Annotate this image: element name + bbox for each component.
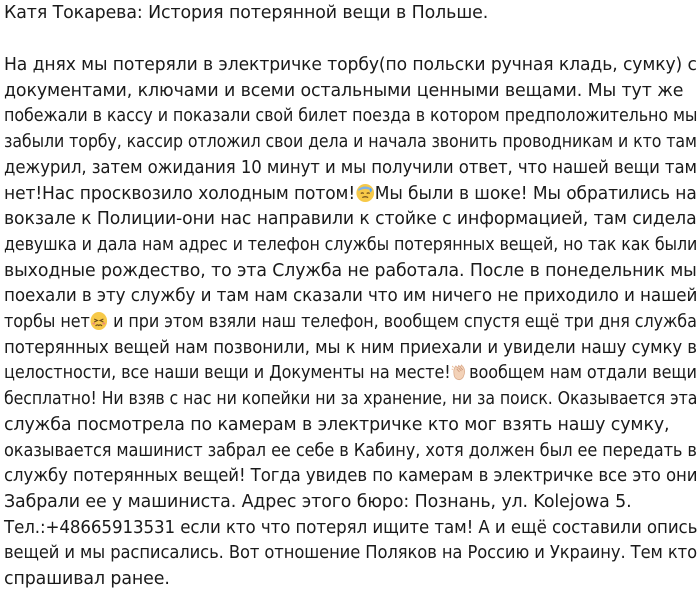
post-text-segment: и при этом взяли наш телефон, вообщем спустя ещё три дня служба — [108, 312, 697, 332]
post-text-line: спрашивал ранее. — [4, 569, 170, 589]
post-text-line: дежурил, затем ожидания 10 минут и мы получили ответ, что нашей вещи там — [4, 158, 697, 178]
clapping-hands-emoji-icon — [451, 362, 469, 382]
post-text-line: вещей и мы расписались. Вот отношение Поляков на Россию и Украину. Тем кто — [4, 543, 698, 563]
post-text-segment: целостности, все наши вещи и Документы на месте! — [4, 363, 451, 383]
post-text-segment: вообщем нам отдали вещи — [469, 363, 697, 383]
post-text-line: выходные рождество, то эта Служба не работала. После в понедельник мы — [4, 261, 697, 281]
post-text-line: забыли торбу, кассир отложил свои дела и начала звонить проводникам и кто там — [4, 132, 697, 152]
post-title: Катя Токарева: История потерянной вещи в Польше. — [4, 3, 489, 23]
post-text-line — [4, 181, 697, 207]
post-text-line: оказывается машинист забрал ее себе в Кабину, хотя должен был ее передать в — [4, 441, 697, 461]
post-text-line: На днях мы потеряли в электричке торбу(по польски ручная кладь, сумку) с — [4, 55, 697, 75]
post-text-line: поехали в эту службу и там нам сказали что им ничего не приходило и нашей — [4, 286, 698, 306]
post-text-line: Забрали ее у машиниста. Адрес этого бюро: Познань, ул. Kolejowa 5. — [4, 492, 632, 512]
post-text-segment: нет!Нас просквозило холодным потом! — [4, 184, 356, 204]
post-text-line: служба посмотрела по камерам в электричке кто мог взять нашу сумку, — [4, 415, 670, 435]
anxious-sweat-face-emoji-icon — [355, 183, 375, 203]
post-text-line — [4, 309, 697, 335]
post-text-line: бесплатно! Ни взяв с нас ни копейки ни за хранение, ни за поиск. Оказывается эта — [4, 389, 698, 409]
post-text-line — [4, 360, 697, 386]
post-text-line: побежали в кассу и показали свой билет поезда в котором предположительно мы — [4, 106, 698, 126]
post-text-line: документами, ключами и всеми остальными ценными вещами. Мы тут же — [4, 81, 684, 101]
post-text-line: девушка и дала нам адрес и телефон службы потерянных вещей, но так как были — [4, 235, 698, 255]
post-text-line: вокзале к Полиции-они нас направили к стойке с информацией, там сидела — [4, 209, 697, 229]
post-text-line: Тел.:+48665913531 если кто что потерял ищите там! А и ещё составили опись — [4, 518, 698, 538]
post-text-line: потерянных вещей нам позвонили, мы к ним приехали и увидели нашу сумку в — [4, 338, 697, 358]
post-text-segment: торбы нет — [4, 312, 90, 332]
post-text-line: службу потерянных вещей! Тогда увидев по камерам в электричке все это они — [4, 466, 698, 486]
post-text-segment: Мы были в шоке! Мы обратились на — [374, 184, 697, 204]
persevering-face-emoji-icon — [90, 311, 108, 331]
